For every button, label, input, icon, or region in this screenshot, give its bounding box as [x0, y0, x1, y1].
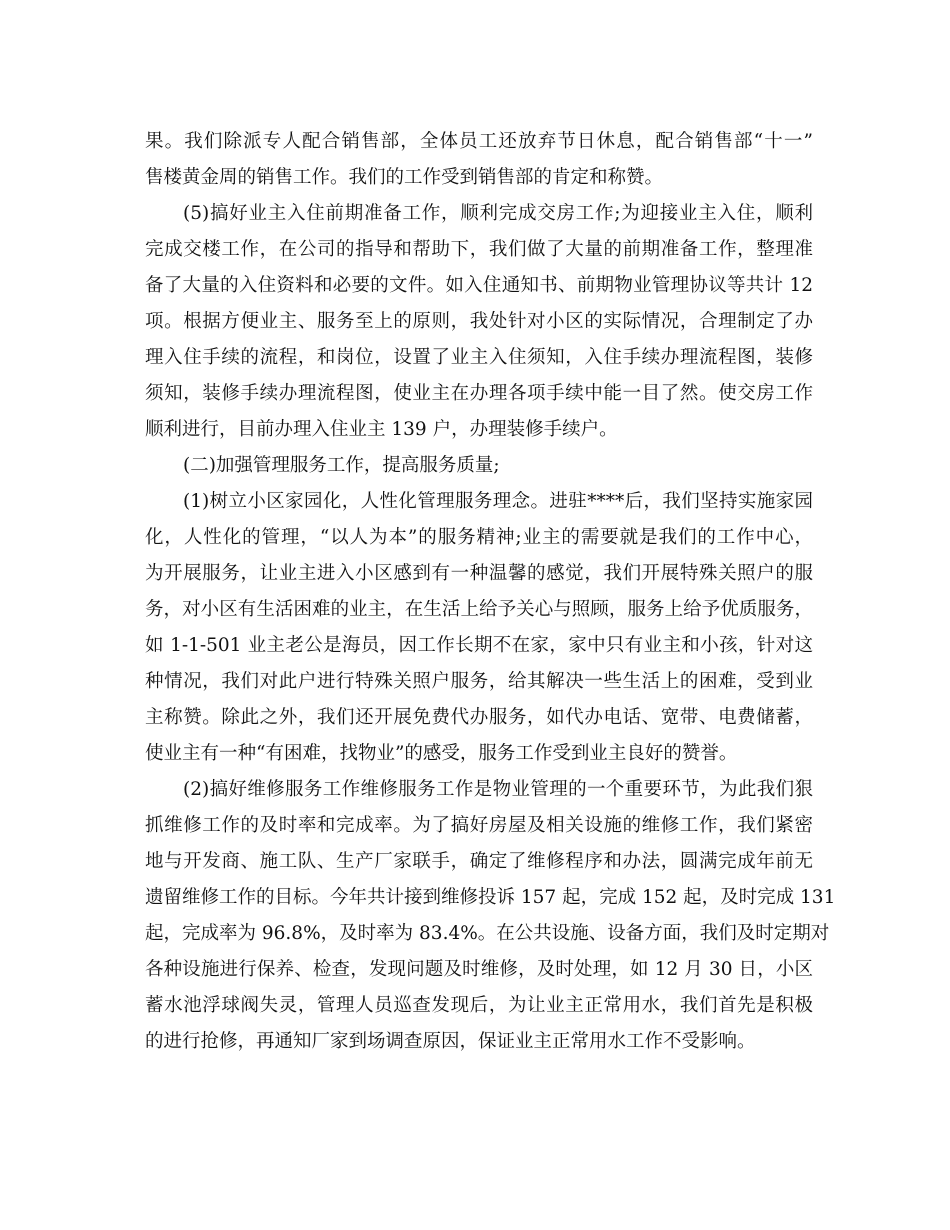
paragraph-start-line: (1)树立小区家园化，人性化管理服务理念。进驻****后，我们坚持实施家园 [183, 491, 813, 512]
text-line: 各种设施进行保养、检查，发现问题及时维修，及时处理，如 12 月 30 日，小区 [145, 959, 813, 980]
text-line: 起，完成率为 96.8%，及时率为 83.4%。在公共设施、设备方面，我们及时定期对 [145, 923, 830, 944]
text-line: 如 1-1-501 业主老公是海员，因工作长期不在家，家中只有业主和小孩，针对这 [145, 635, 813, 656]
document-body [145, 124, 836, 1060]
paragraph-start-line: (2)搞好维修服务工作维修服务工作是物业管理的一个重要环节，为此我们狠 [183, 779, 813, 800]
text-line: 蓄水池浮球阀失灵，管理人员巡查发现后，为让业主正常用水，我们首先是积极 [145, 995, 813, 1016]
section-heading: (二)加强管理服务工作，提高服务质量; [183, 455, 500, 476]
text-line: 种情况，我们对此户进行特殊关照户服务，给其解决一些生活上的困难，受到业 [145, 671, 813, 692]
text-line: 地与开发商、施工队、生产厂家联手，确定了维修程序和办法，圆满完成年前无 [145, 851, 813, 872]
text-line: 主称赞。除此之外，我们还开展免费代办服务，如代办电话、宽带、电费储蓄， [145, 707, 813, 728]
text-line: 遗留维修工作的目标。今年共计接到维修投诉 157 起，完成 152 起，及时完成 131 [145, 887, 836, 908]
text-line: 为开展服务，让业主进入小区感到有一种温馨的感觉，我们开展特殊关照户的服 [145, 563, 813, 584]
text-line: 的进行抢修，再通知厂家到场调查原因，保证业主正常用水工作不受影响。 [145, 1031, 756, 1052]
text-line: 顺利进行，目前办理入住业主 139 户，办理装修手续户。 [145, 419, 618, 440]
text-line: 使业主有一种“有困难，找物业”的感受，服务工作受到业主良好的赞誉。 [145, 743, 738, 764]
text-line: 须知，装修手续办理流程图，使业主在办理各项手续中能一目了然。使交房工作 [145, 383, 813, 404]
text-line: 项。根据方便业主、服务至上的原则，我处针对小区的实际情况，合理制定了办 [145, 311, 813, 332]
text-line: 理入住手续的流程，和岗位，设置了业主入住须知，入住手续办理流程图，装修 [145, 347, 813, 368]
text-line: 果。我们除派专人配合销售部，全体员工还放弃节日休息，配合销售部“十一” [145, 131, 813, 152]
text-line: 务，对小区有生活困难的业主，在生活上给予关心与照顾，服务上给予优质服务， [145, 599, 813, 620]
text-line: 化，人性化的管理，“以人为本”的服务精神;业主的需要就是我们的工作中心， [145, 527, 813, 548]
text-line: 抓维修工作的及时率和完成率。为了搞好房屋及相关设施的维修工作，我们紧密 [145, 815, 813, 836]
text-line: 售楼黄金周的销售工作。我们的工作受到销售部的肯定和称赞。 [145, 167, 664, 188]
text-line: 备了大量的入住资料和必要的文件。如入住通知书、前期物业管理协议等共计 12 [145, 275, 813, 296]
paragraph-start-line: (5)搞好业主入住前期准备工作，顺利完成交房工作;为迎接业主入住，顺利 [183, 203, 813, 224]
text-line: 完成交楼工作，在公司的指导和帮助下，我们做了大量的前期准备工作，整理准 [145, 239, 813, 260]
